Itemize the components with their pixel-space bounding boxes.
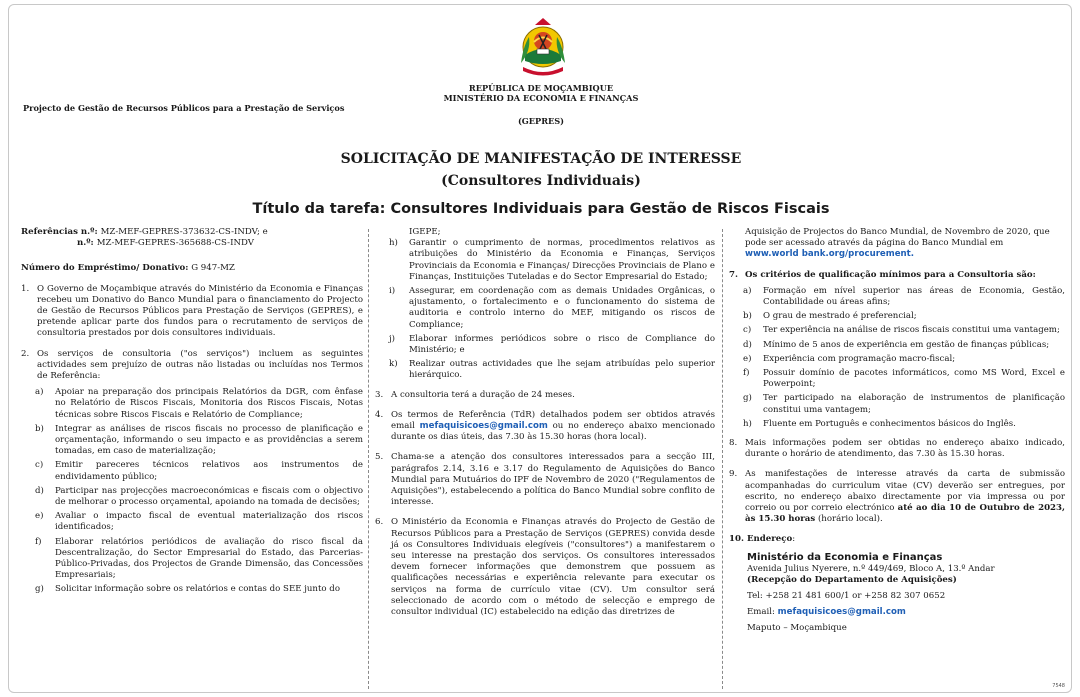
list-item — [21, 511, 363, 533]
continued-text: Aquisição de Projectos do Banco Mundial, de Novembro de 2020, que pode ser acessado através da página do Banco Mundial em — [745, 227, 1050, 249]
list-item-marker: g) — [35, 584, 44, 595]
list-item-marker: e) — [743, 353, 752, 364]
address-department: (Recepção do Departamento de Aquisições) — [747, 574, 957, 585]
address-block — [729, 551, 1065, 635]
ministry-name: MINISTÉRIO DA ECONOMIA E FINANÇAS — [443, 93, 639, 103]
list-item — [729, 419, 1065, 430]
government-header — [9, 83, 1072, 126]
paragraph-1: 1. O Governo de Moçambique através do Ministério da Economia e Finanças recebeu um Donativo do Banco Mundial para o financiamento do Projecto de Gestão de Recursos Públicos para Prestação de Serviços (GEPRES), e pretende aplicar parte dos fundos para o recrutamento de serviços de consultoria prestados por dois consultores individuais. — [21, 283, 363, 339]
page-number: 7548 — [1052, 683, 1065, 689]
address-city: Maputo – Moçambique — [747, 623, 847, 634]
list-item — [729, 325, 1065, 336]
list-item-marker: c) — [743, 325, 752, 336]
list-item-marker: a) — [35, 387, 44, 398]
column-1 — [21, 227, 363, 599]
list-item — [21, 584, 363, 595]
list-item-text: Realizar outras actividades que lhe sejam atribuídas pelo superior hierárquico. — [409, 359, 715, 381]
activities-list — [375, 238, 715, 381]
column-2 — [375, 227, 715, 618]
list-item — [21, 424, 363, 458]
paragraph-2: 2. Os serviços de consultoria ("os serviços") incluem as seguintes actividades sem prejuízo de outras não listadas ou incluídas nos Termos de Referência: — [21, 348, 363, 382]
list-item-text: Experiência com programação macro-fiscal; — [763, 353, 956, 364]
list-item — [21, 486, 363, 508]
list-item-text: Emitir pareceres técnicos relativos aos instrumentos de endividamento público; — [55, 460, 363, 482]
column-divider — [722, 229, 723, 689]
list-item-text: Possuir domínio de pacotes informáticos, como MS Word, Excel e Powerpoint; — [763, 368, 1065, 390]
list-item — [21, 460, 363, 482]
list-item-text: Solicitar informação sobre os relatórios e contas do SEE junto do — [55, 584, 340, 595]
document-title: SOLICITAÇÃO DE MANIFESTAÇÃO DE INTERESSE — [340, 151, 742, 167]
paragraph-6: 6. O Ministério da Economia e Finanças através do Projecto de Gestão de Recursos Públicos para a Prestação de Serviços (GEPRES) convida desde já os Consultores Individuais elegíveis ("consultores") a manifestarem o seu interesse na prestação dos serviços. Os consultores interessados devem fornecer informações que demonstrem que possuem as qualificações necessárias e experiência relevante para executar os serviços na forma de currículo vitae (CV). Um consultor será seleccionado de acordo com o método de selecção e emprego de consultor individual (IC) estabelecido na edição das diretrizes de — [375, 517, 715, 618]
address-email: Email: mefaquisicoes@gmail.com — [747, 607, 906, 618]
address-organization: Ministério da Economia e Finanças — [747, 551, 943, 563]
list-item-marker: d) — [35, 485, 44, 496]
list-item-marker: b) — [743, 311, 752, 322]
country-name: REPÚBLICA DE MOÇAMBIQUE — [468, 83, 614, 93]
list-item-marker: h) — [743, 418, 752, 429]
list-item-text: O grau de mestrado é preferencial; — [763, 311, 917, 322]
mozambique-emblem-icon — [513, 15, 573, 81]
column-divider — [368, 229, 369, 689]
list-item-marker: a) — [743, 285, 752, 296]
project-name: Projecto de Gestão de Recursos Públicos para a Prestação de Serviços — [23, 103, 345, 113]
list-item-text: Elaborar relatórios periódicos de avaliação do risco fiscal da Descentralização, do Sector Empresarial do Estado, das Parcerias-Público-Privadas, dos Projectos de Grande Dimensão, das Concessões Empresariais; — [55, 536, 363, 581]
list-item — [729, 393, 1065, 415]
list-item-text: Ter experiência na análise de riscos fiscais constitui uma vantagem; — [763, 325, 1060, 336]
list-item-text: Elaborar informes periódicos sobre o risco de Compliance do Ministério; e — [409, 333, 715, 356]
document-page — [8, 4, 1072, 693]
list-item — [375, 359, 715, 381]
list-item — [729, 368, 1065, 390]
list-item-text: Garantir o cumprimento de normas, procedimentos relativos as atribuições do Ministério da Economia e Finanças, Serviços Provinciais da Economia e Finanças/ Direcções Provinciais de Plano e Finanças, Instituições Tuteladas e do Sector Empresarial do Estado; — [409, 238, 715, 282]
world-bank-link[interactable]: www.world bank.org/procurement. — [745, 249, 915, 260]
criteria-list — [729, 286, 1065, 430]
address-heading: 10. Endereço: — [729, 534, 796, 545]
loan-number: Número do Empréstimo/ Donativo: G 947-MZ — [21, 263, 235, 274]
list-item-marker: c) — [35, 460, 44, 471]
email-link[interactable]: mefaquisicoes@gmail.com — [419, 421, 548, 432]
paragraph-7: 7. Os critérios de qualificação mínimos para a Consultoria são: — [729, 269, 1036, 280]
list-item-marker: i) — [389, 286, 396, 297]
paragraph-4: 4. Os termos de Referência (TdR) detalhados podem ser obtidos através email mefaquisicoes@gmail.com ou no endereço abaixo mencionado durante os dias úteis, das 7.30 às 15.30 horas (hora local). — [375, 409, 715, 443]
address-phone: Tel: +258 21 481 600/1 or +258 82 307 0652 — [747, 591, 946, 602]
continued-text: IGEPE; — [409, 227, 441, 237]
list-item — [729, 354, 1065, 365]
list-item — [375, 286, 715, 331]
paragraph-3: 3. A consultoria terá a duração de 24 meses. — [375, 389, 575, 400]
list-item-marker: g) — [743, 393, 752, 404]
paragraph-9: 9. As manifestações de interesse através da carta de submissão acompanhadas do curriculum vitae (CV) deverão ser entregues, por escrito, no endereço abaixo directamente por via impressa ou por correio ou por correio electrónico até ao dia 10 de Outubro de 2023, às 15.30 horas (horário local). — [729, 469, 1065, 525]
list-item-marker: e) — [35, 511, 44, 522]
list-item — [375, 334, 715, 356]
list-item-marker: k) — [389, 359, 398, 370]
list-item-marker: f) — [35, 536, 42, 547]
list-item — [729, 311, 1065, 322]
list-item-text: Avaliar o impacto fiscal de eventual materialização dos riscos identificados; — [55, 511, 363, 533]
list-item — [729, 340, 1065, 351]
list-item — [21, 387, 363, 421]
paragraph-8: 8. Mais informações podem ser obtidas no endereço abaixo indicado, durante o horário de atendimento, das 7.30 às 15.30 horas. — [729, 438, 1065, 460]
column-3 — [729, 227, 1065, 635]
list-item-marker: f) — [743, 368, 750, 379]
task-title: Título da tarefa: Consultores Individuais para Gestão de Riscos Fiscais — [252, 201, 830, 217]
list-item-marker: d) — [743, 339, 752, 350]
email-link[interactable]: mefaquisicoes@gmail.com — [777, 607, 906, 618]
list-item-text: Apoiar na preparação dos principais Relatórios da DGR, com ênfase no Relatório de Riscos Fiscais, Monitoria dos Riscos Fiscais, Notas técnicas sobre Riscos Fiscais e Relatório de Compliance; — [55, 387, 363, 420]
paragraph-5: 5. Chama-se a atenção dos consultores interessados para a secção III, parágrafos 2.14, 3.16 e 3.17 do Regulamento de Aquisições do Banco Mundial para Mutuários do IPF de Novembro de 2020 ("Regulamentos de Aquisições"), estabelecendo a política do Banco Mundial sobre conflito de interesse. — [375, 452, 715, 508]
reference-line: Referências n.º: MZ-MEF-GEPRES-373632-CS-INDV; e — [21, 227, 268, 237]
list-item-text: Participar nas projecções macroeconómicas e fiscais com o objectivo de melhorar o processo orçamental, apoiando na tomada de decisões; — [55, 485, 363, 508]
list-item — [21, 537, 363, 582]
list-item-text: Integrar as análises de riscos fiscais no processo de planificação e orçamentação, informando o seu impacto e as providências a serem tomadas, em caso de materialização; — [55, 423, 363, 457]
reference-line: n.º: MZ-MEF-GEPRES-365688-CS-INDV — [77, 238, 254, 249]
address-street: Avenida Julius Nyerere, n.º 449/469, Bloco A, 13.º Andar — [747, 563, 995, 574]
list-item-text: Ter participado na elaboração de instrumentos de planificação constitui uma vantagem; — [763, 393, 1065, 415]
project-acronym: (GEPRES) — [517, 116, 565, 126]
list-item-marker: h) — [389, 238, 398, 249]
activities-list — [21, 387, 363, 595]
list-item — [375, 238, 715, 283]
list-item-marker: j) — [389, 333, 396, 344]
list-item-text: Formação em nível superior nas áreas de Economia, Gestão, Contabilidade ou áreas afins; — [763, 285, 1065, 308]
list-item-text: Fluente em Português e conhecimentos básicos do Inglês. — [763, 418, 1016, 429]
list-item-marker: b) — [35, 423, 44, 434]
list-item-text: Assegurar, em coordenação com as demais Unidades Orgânicas, o ajustamento, o fortalecimento e o funcionamento do sistema de auditoria e controlo interno do MEF, mitigando os riscos de Compliance; — [409, 286, 715, 330]
list-item — [729, 286, 1065, 308]
list-item-text: Mínimo de 5 anos de experiência em gestão de finanças públicas; — [763, 339, 1050, 350]
document-subtitle: (Consultores Individuais) — [441, 173, 641, 189]
